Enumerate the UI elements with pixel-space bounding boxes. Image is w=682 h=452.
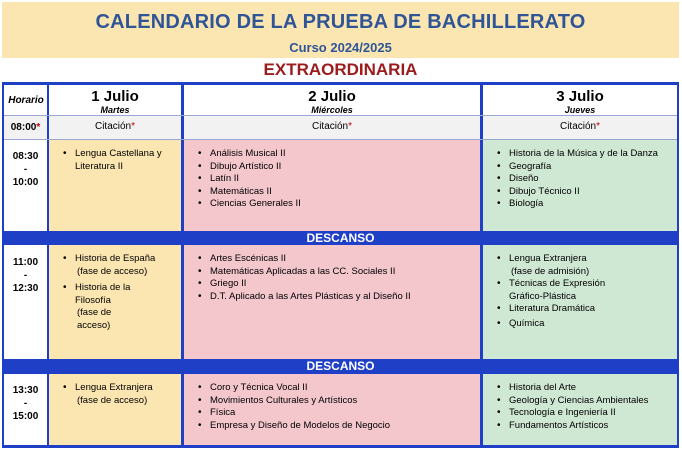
subject-item: • Geología y Ciencias Ambientales (495, 395, 671, 408)
subject-item: • Matemáticas Aplicadas a las CC. Sociales II (196, 266, 474, 279)
day-date: 2 Julio (308, 88, 356, 105)
exam-cell (483, 374, 677, 445)
subject-item: • Fundamentos Artísticos (495, 420, 671, 433)
citation-cell-2: Citación* (184, 116, 480, 139)
exam-cell (49, 374, 181, 445)
page-title: CALENDARIO DE LA PRUEBA DE BACHILLERATO (95, 11, 586, 33)
subject-item: • Historia de la Música y de la Danza (495, 148, 671, 161)
exam-cell (49, 245, 181, 359)
exam-cell (49, 140, 181, 231)
break-band: DESCANSO (2, 359, 679, 374)
subject-item: • Empresa y Diseño de Modelos de Negocio (196, 420, 474, 433)
subject-item: • Historia de España (fase de acceso) (61, 253, 175, 278)
day-header-2 (184, 85, 480, 115)
subject-item: • Química (495, 318, 671, 331)
subject-item: • Historia del Arte (495, 382, 671, 395)
course-subtitle: Curso 2024/2025 (289, 40, 392, 55)
subject-item: • Técnicas de Expresión Gráfico-Plástica (495, 278, 671, 303)
subject-item: • Dibujo Artístico II (196, 161, 474, 174)
day-weekday: Jueves (564, 105, 596, 115)
subject-item: • Lengua Extranjera (fase de acceso) (61, 382, 175, 407)
day-date: 1 Julio (91, 88, 139, 105)
subject-item: • Dibujo Técnico II (495, 186, 671, 199)
title-banner (2, 2, 679, 58)
subject-item: • Diseño (495, 173, 671, 186)
slot-time: 08:30 - 10:00 (12, 151, 39, 188)
exam-cell (184, 140, 480, 231)
slot-time: 11:00 - 12:30 (12, 257, 39, 294)
exam-cell (184, 374, 480, 445)
session-label: EXTRAORDINARIA (263, 60, 418, 79)
subject-item: • Lengua Extranjera (fase de admisión) (495, 253, 671, 278)
subject-item: • Latín II (196, 173, 474, 186)
subject-item: • Ciencias Generales II (196, 198, 474, 211)
slot-time: 13:30 - 15:00 (12, 385, 39, 422)
exam-cell (483, 245, 677, 359)
break-band: DESCANSO (2, 231, 679, 245)
citation-cell-3: Citación* (483, 116, 677, 139)
subject-item: • Análisis Musical II (196, 148, 474, 161)
citation-time: 08:00* (4, 116, 47, 139)
subject-item: • Biología (495, 198, 671, 211)
subject-item: • Artes Escénicas II (196, 253, 474, 266)
subject-item: • Historia de la Filosofía (fase de acceso) (61, 282, 175, 332)
bottom-rule (2, 445, 679, 448)
citation-cell-1: Citación* (49, 116, 181, 139)
horario-header: Horario (8, 95, 44, 106)
subject-item: • Coro y Técnica Vocal II (196, 382, 474, 395)
subject-item: • Literatura Dramática (495, 303, 671, 316)
exam-cell (184, 245, 480, 359)
subject-item: • Movimientos Culturales y Artísticos (196, 395, 474, 408)
subject-item: • Griego II (196, 278, 474, 291)
day-date: 3 Julio (556, 88, 604, 105)
subject-item: • Geografía (495, 161, 671, 174)
subject-item: • Matemáticas II (196, 186, 474, 199)
subject-item: • Física (196, 407, 474, 420)
subject-item: • Tecnología e Ingeniería II (495, 407, 671, 420)
right-rule (677, 82, 679, 448)
day-header-1 (49, 85, 181, 115)
day-weekday: Martes (100, 105, 130, 115)
day-header-3 (483, 85, 677, 115)
subject-item: • Lengua Castellana y Literatura II (61, 148, 175, 173)
exam-cell (483, 140, 677, 231)
subject-item: • D.T. Aplicado a las Artes Plásticas y al Diseño II (196, 291, 474, 304)
day-weekday: Miércoles (311, 105, 353, 115)
